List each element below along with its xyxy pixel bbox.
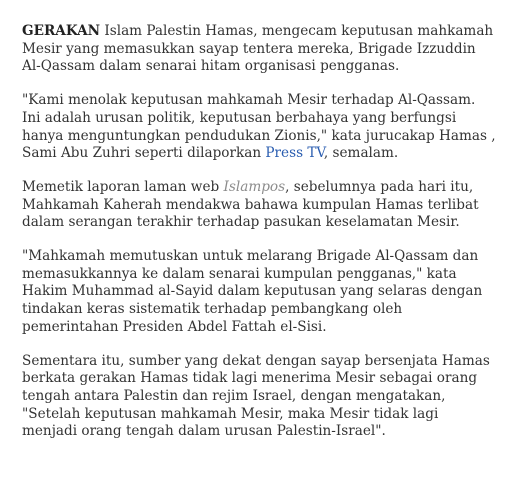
paragraph-4-text: "Mahkamah memutuskan untuk melarang Brigade Al-Qassam dan memasukkannya ke dalam senarai kumpulan pengganas," kata Hakim Muhammad al-Sayid dalam keputusan yang selaras dengan tindakan keras sistematik terhadap pembangkang oleh pemerintahan Presiden Abdel Fattah el-Sisi. [22, 248, 483, 335]
paragraph-1-text: Islam Palestin Hamas, mengecam keputusan mahkamah Mesir yang memasukkan sayap tentera mereka, Brigade Izzuddin Al-Qassam dalam senarai hitam organisasi pengganas. [22, 23, 494, 75]
paragraph-1 [22, 23, 496, 76]
lead-word: GERAKAN [22, 23, 101, 39]
paragraph-3-text-after: , sebelumnya pada hari itu, Mahkamah Kaherah mendakwa bahawa kumpulan Hamas terlibat dalam serangan terakhir terhadap pasukan keselamatan Mesir. [22, 178, 479, 231]
paragraph-5-text: Sementara itu, sumber yang dekat dengan sayap bersenjata Hamas berkata gerakan Hamas tidak lagi menerima Mesir sebagai orang tengah antara Palestin dan rejim Israel, dengan mengatakan, "Setelah keputusan mahkamah Mesir, maka Mesir tidak lagi menjadi orang tengah dalam urusan Palestin-Israel". [22, 352, 490, 440]
paragraph-3 [22, 179, 496, 232]
paragraph-4 [22, 248, 496, 337]
paragraph-5 [22, 353, 496, 442]
article-body [22, 23, 496, 457]
islampos-link[interactable]: Islampos [223, 178, 286, 195]
paragraph-2 [22, 92, 496, 163]
paragraph-2-text-before: "Kami menolak keputusan mahkamah Mesir terhadap Al-Qassam. Ini adalah urusan politik, keputusan berbahaya yang berfungsi hanya menguntungkan pendudukan Zionis," kata jurucakap Hamas , Sami Abu Zuhri seperti dilaporkan [22, 92, 496, 162]
press-tv-link[interactable]: Press TV [265, 145, 324, 162]
paragraph-3-text-before: Memetik laporan laman web [22, 178, 224, 195]
paragraph-2-text-after: , semalam. [323, 145, 399, 162]
